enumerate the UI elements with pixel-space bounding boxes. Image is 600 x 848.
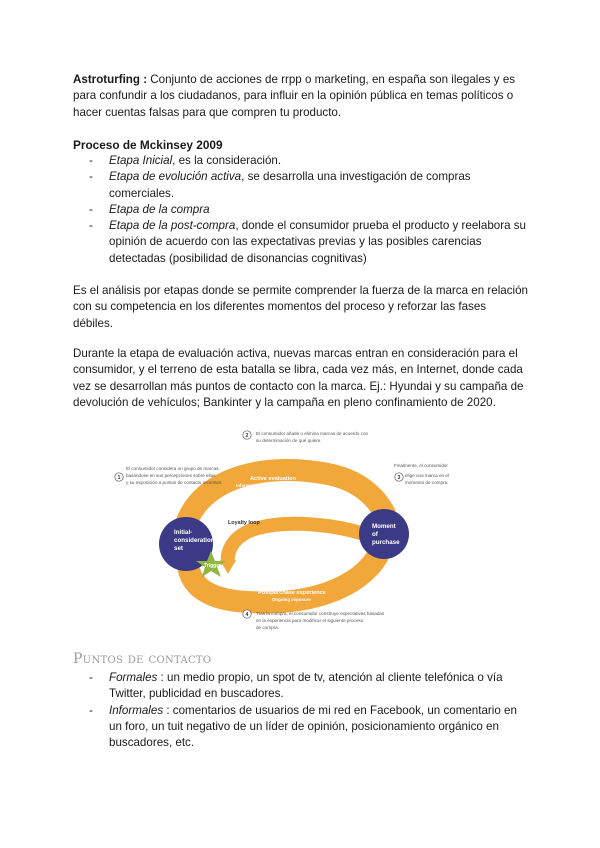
consumer-decision-journey-figure bbox=[108, 424, 449, 642]
list-item-emphasis: Etapa de la post-compra bbox=[109, 219, 236, 233]
callout-number-3-text: 3 bbox=[397, 475, 401, 481]
mckinsey-list bbox=[73, 153, 528, 267]
note3-line2: elige una marca en el bbox=[405, 473, 449, 478]
note1-line3: y su exposición a puntos de contacto recientes. bbox=[126, 480, 223, 485]
moment-of-purchase-node bbox=[359, 509, 409, 559]
loyalty-loop-arc bbox=[228, 524, 370, 564]
callout-number-4-text: 4 bbox=[245, 612, 249, 618]
contact-points-heading: Puntos de contacto bbox=[73, 651, 212, 667]
list-item-text: , donde el consumidor prueba el producto y reelabora su opinión de acuerdo con las expectativas previas y las posibles carencias detectadas (posibilidad de disonancias cognitivas) bbox=[109, 219, 526, 265]
note3-line1: Finalmente, el consumidor bbox=[394, 463, 448, 468]
list-item-text: , se desarrolla una investigación de compras comerciales. bbox=[109, 170, 471, 200]
list-item-emphasis: Formales bbox=[109, 671, 158, 684]
list-item: - Etapa de evolución activa, se desarrolla una investigación de compras comerciales. bbox=[89, 170, 471, 200]
list-item: - Informales : comentarios de usuarios de mi red en Facebook, un comentario en un foro, un tuit negativo de un líder de opinión, posicionamiento orgánico en buscadores, etc. bbox=[89, 703, 517, 750]
note4-line3: de compra. bbox=[256, 625, 279, 630]
moment-label-3: purchase bbox=[372, 539, 400, 546]
loyalty-label: Loyalty loop bbox=[228, 520, 260, 526]
list-item: - Etapa de la compra bbox=[89, 202, 210, 216]
initial-label-3: set bbox=[174, 545, 183, 552]
moment-label-2: of bbox=[372, 531, 378, 538]
note1-line1: El consumidor considera un grupo de marcas, bbox=[126, 466, 220, 471]
list-item: - Etapa de la post-compra, donde el consumidor prueba el producto y reelabora su opinión de acuerdo con las expectativas previas y las posibles carencias detectadas (posibilidad de disonancias cognitivas) bbox=[89, 219, 526, 265]
note2-line1: El consumidor añade o elimina marcas de acuerdo con bbox=[256, 431, 369, 436]
list-item-emphasis: Informales bbox=[109, 703, 164, 717]
list-item-text: : un medio propio, un spot de tv, atención al cliente telefónica o vía Twitter, publicidad en buscadores. bbox=[109, 671, 503, 701]
list-item-text: : comentarios de usuarios de mi red en Facebook, un comentario en un foro, un tuit negativo de un líder de opinión, posicionamiento orgánico en buscadores, etc. bbox=[109, 703, 517, 750]
contact-points-list bbox=[73, 670, 528, 751]
note4-line2: en la experiencia para modificar el siguiente proceso bbox=[256, 618, 364, 623]
callout-number-1-text: 1 bbox=[117, 475, 121, 481]
post-subtitle: Ongoing exposure bbox=[272, 597, 311, 602]
note2-line2: su determinación de qué quiere. bbox=[256, 438, 322, 443]
post-title: Postpurchase experience bbox=[258, 590, 326, 596]
initial-label-1: Initial- bbox=[174, 529, 193, 536]
analysis-paragraph: Es el análisis por etapas donde se permite comprender la fuerza de la marca en relación con su competencia en los diferentes momentos del proceso y reforzar las fases débiles. bbox=[73, 284, 528, 330]
evaluation-paragraph: Durante la etapa de evaluación activa, nuevas marcas entran en consideración para el consumidor, y el terreno de esta batalla se libra, cada vez más, en Internet, donde cada vez se desarrollan más puntos de contacto con la marca. Ej.: Hyundai y su campaña de devolución de vehículos; Bankinter y la campaña en pleno confinamiento de 2020. bbox=[73, 347, 524, 409]
active-title: Active evaluation bbox=[250, 476, 297, 482]
astroturfing-paragraph bbox=[73, 72, 528, 121]
astroturfing-definition: Conjunto de acciones de rrpp o marketing, en españa son ilegales y es para confundir a los ciudadanos, para influir en la opinión pública en temas políticos o hacer cuentas falsas para que compren tu producto. bbox=[73, 73, 516, 119]
list-item-emphasis: Etapa de la compra bbox=[109, 202, 210, 216]
moment-label-1: Moment bbox=[372, 523, 396, 530]
list-item-emphasis: Etapa de evolución activa bbox=[109, 170, 242, 184]
note4-line1: Tras la compra, el consumidor construye expectativas basadas bbox=[256, 611, 385, 616]
list-item: - Formales : un medio propio, un spot de tv, atención al cliente telefónica o vía Twitter, publicidad en buscadores. bbox=[89, 671, 503, 701]
list-item-text: , es la consideración. bbox=[172, 154, 282, 167]
note1-line2: basándose en sus percepciones sobre ellas bbox=[126, 473, 216, 478]
initial-label-2: consideration bbox=[174, 537, 215, 544]
list-item-emphasis: Etapa Inicial bbox=[109, 154, 173, 167]
list-item: - Etapa Inicial, es la consideración. bbox=[89, 154, 282, 167]
mckinsey-heading: Proceso de Mckinsey 2009 bbox=[73, 138, 223, 152]
astroturfing-term: Astroturfing : bbox=[73, 73, 148, 86]
trigger-label: Trigger bbox=[204, 563, 221, 569]
active-subtitle: Information gathering, shopping bbox=[236, 483, 304, 488]
callout-number-2-text: 2 bbox=[245, 433, 249, 439]
note3-line3: momento de compra. bbox=[405, 480, 449, 485]
